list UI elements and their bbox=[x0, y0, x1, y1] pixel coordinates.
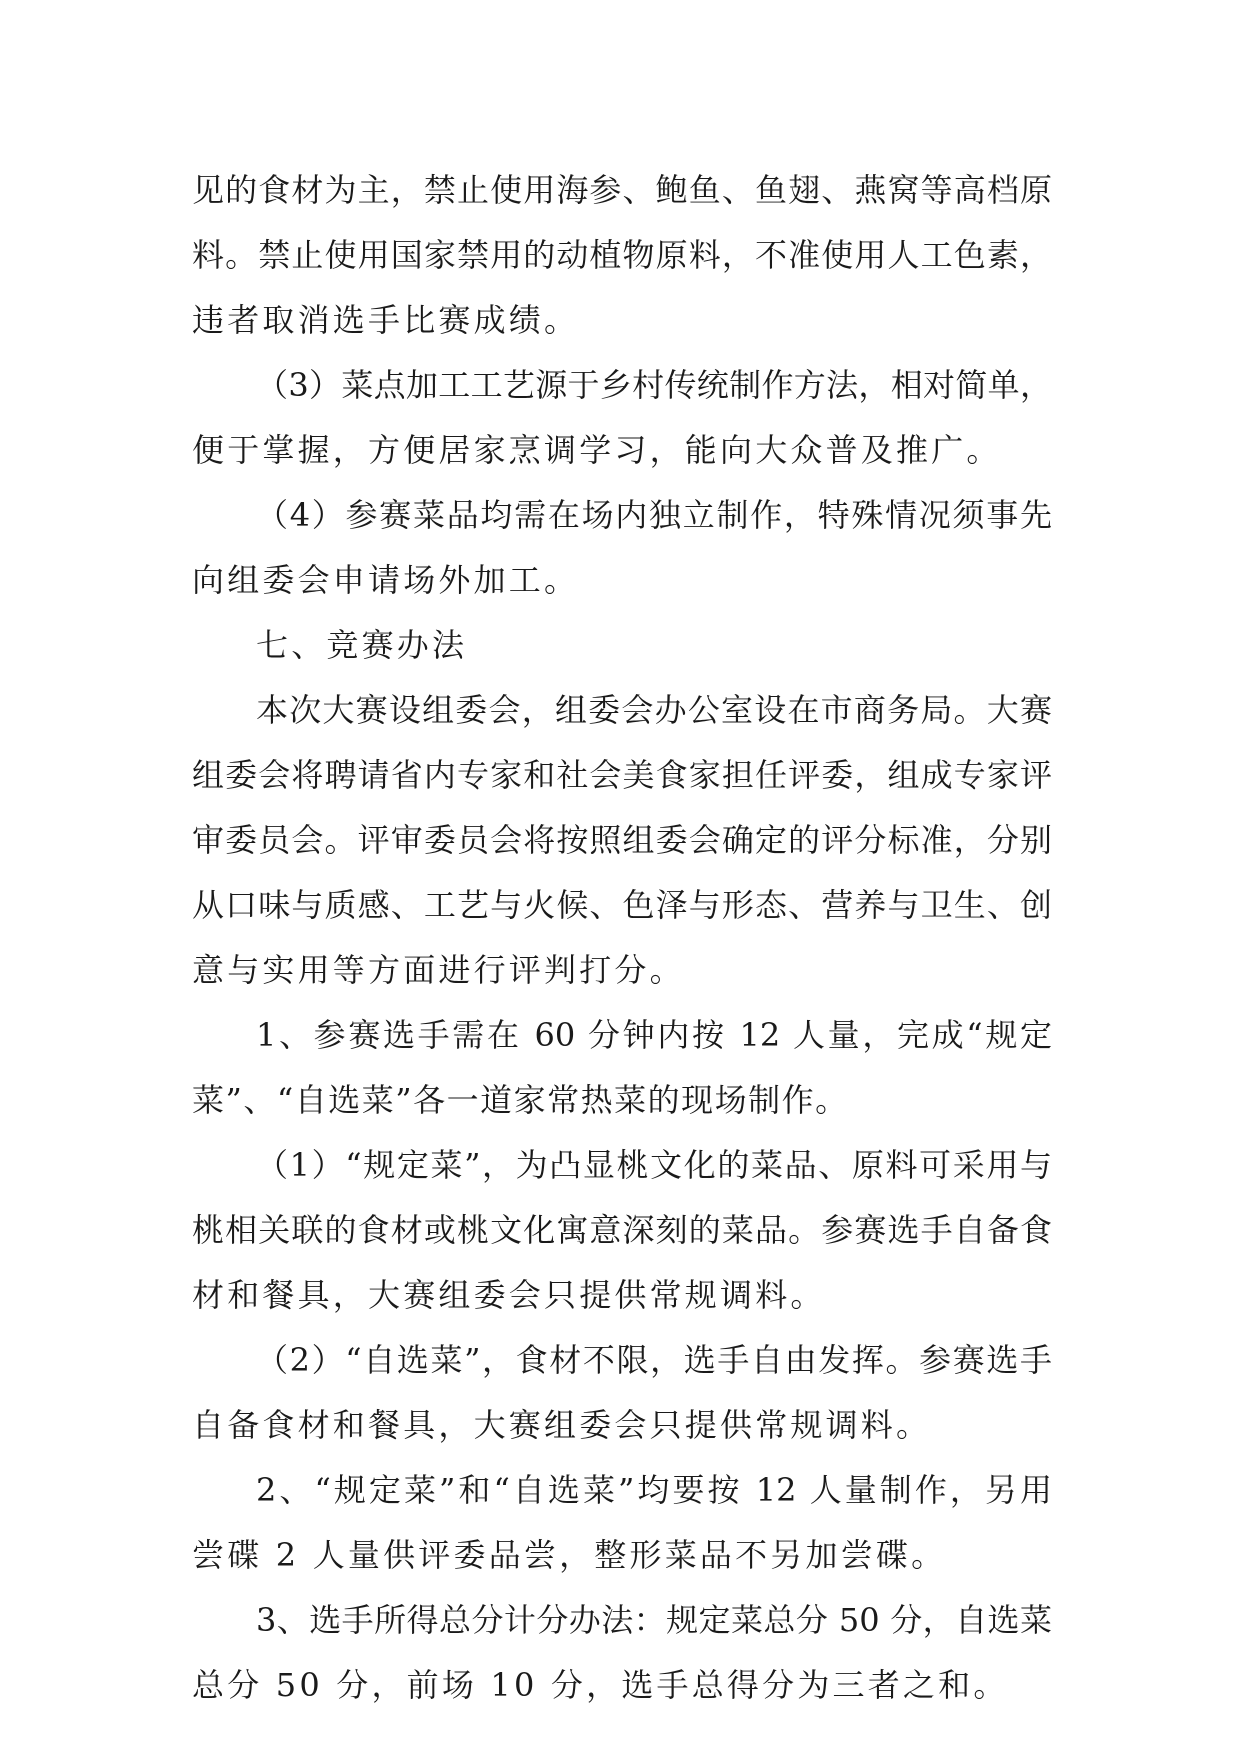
paragraph-item-4: （4）参赛菜品均需在场内独立制作，特殊情况须事先 bbox=[256, 496, 1052, 534]
text-line: 料。禁止使用国家禁用的动植物原料，不准使用人工色素， bbox=[192, 236, 1052, 274]
document-page bbox=[192, 158, 1052, 1718]
rule-subitem-2: （2）“自选菜”，食材不限，选手自由发挥。参赛选手 bbox=[256, 1341, 1052, 1379]
rule-subitem-1: （1）“规定菜”，为凸显桃文化的菜品、原料可采用与 bbox=[256, 1146, 1052, 1184]
text-line: 便于掌握，方便居家烹调学习，能向大众普及推广。 bbox=[192, 431, 1002, 469]
text-line: 菜”、“自选菜”各一道家常热菜的现场制作。 bbox=[192, 1081, 849, 1119]
text-line: 违者取消选手比赛成绩。 bbox=[192, 301, 580, 339]
text-line: 组委会将聘请省内专家和社会美食家担任评委，组成专家评 bbox=[192, 756, 1052, 794]
paragraph-competition-method: 本次大赛设组委会，组委会办公室设在市商务局。大赛 bbox=[256, 691, 1052, 729]
text-line: 总分 50 分，前场 10 分，选手总得分为三者之和。 bbox=[192, 1666, 1009, 1704]
text-line: 材和餐具，大赛组委会只提供常规调料。 bbox=[192, 1276, 826, 1314]
text-line: 尝碟 2 人量供评委品尝，整形菜品不另加尝碟。 bbox=[192, 1536, 947, 1574]
rule-item-3: 3、选手所得总分计分办法：规定菜总分 50 分，自选菜 bbox=[256, 1601, 1052, 1639]
text-line: 桃相关联的食材或桃文化寓意深刻的菜品。参赛选手自备食 bbox=[192, 1211, 1052, 1249]
text-line: 向组委会申请场外加工。 bbox=[192, 561, 580, 599]
text-line: 自备食材和餐具，大赛组委会只提供常规调料。 bbox=[192, 1406, 932, 1444]
text-line: 见的食材为主，禁止使用海参、鲍鱼、鱼翅、燕窝等高档原 bbox=[192, 171, 1052, 209]
section-heading: 七、竞赛办法 bbox=[256, 626, 468, 664]
text-line: 从口味与质感、工艺与火候、色泽与形态、营养与卫生、创 bbox=[192, 886, 1052, 924]
text-line: 意与实用等方面进行评判打分。 bbox=[192, 951, 685, 989]
text-line: 审委员会。评审委员会将按照组委会确定的评分标准，分别 bbox=[192, 821, 1052, 859]
rule-item-2: 2、“规定菜”和“自选菜”均要按 12 人量制作，另用 bbox=[256, 1471, 1052, 1509]
rule-item-1: 1、参赛选手需在 60 分钟内按 12 人量，完成“规定 bbox=[256, 1016, 1052, 1054]
paragraph-item-3: （3）菜点加工工艺源于乡村传统制作方法，相对简单， bbox=[256, 366, 1052, 404]
